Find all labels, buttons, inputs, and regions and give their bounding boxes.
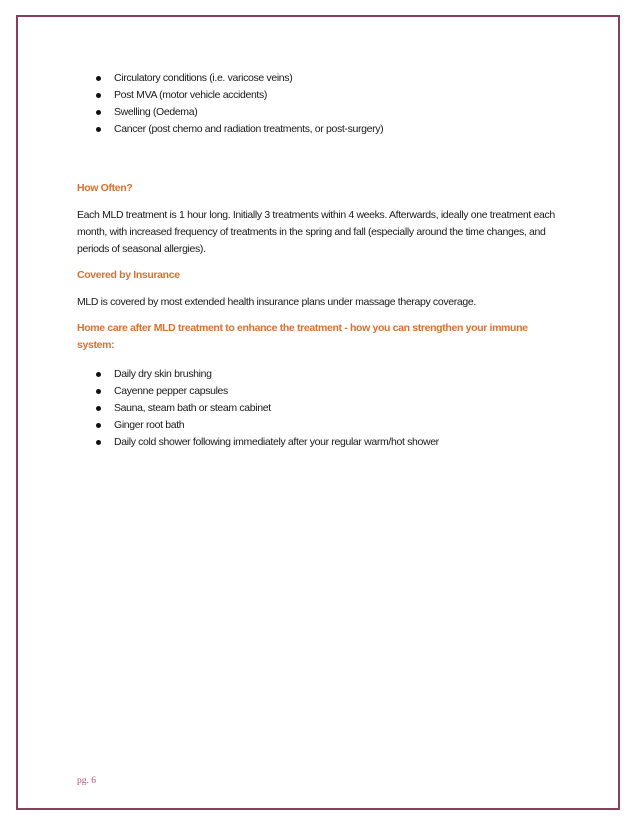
document-content — [77, 70, 567, 451]
list-item: Daily dry skin brushing — [96, 366, 567, 383]
list-item: Swelling (Oedema) — [96, 104, 567, 121]
how-often-heading: How Often? — [77, 182, 133, 194]
home-care-list — [77, 366, 567, 451]
bullet-icon — [96, 423, 101, 428]
bullet-icon — [96, 76, 101, 81]
list-item: Circulatory conditions (i.e. varicose veins) — [96, 70, 567, 87]
list-item: Cayenne pepper capsules — [96, 383, 567, 400]
list-item: Ginger root bath — [96, 417, 567, 434]
bullet-icon — [96, 389, 101, 394]
bullet-icon — [96, 110, 101, 115]
insurance-heading: Covered by Insurance — [77, 269, 180, 281]
bullet-icon — [96, 93, 101, 98]
list-item: Sauna, steam bath or steam cabinet — [96, 400, 567, 417]
list-item: Daily cold shower following immediately after your regular warm/hot shower — [96, 434, 567, 451]
list-item: Post MVA (motor vehicle accidents) — [96, 87, 567, 104]
bullet-icon — [96, 127, 101, 132]
bullet-icon — [96, 372, 101, 377]
insurance-text: MLD is covered by most extended health insurance plans under massage therapy coverage. — [77, 296, 476, 308]
page-number: pg. 6 — [77, 776, 96, 786]
how-often-text: Each MLD treatment is 1 hour long. Initially 3 treatments within 4 weeks. Afterwards, ideally one treatment each month, with increased frequency of treatments in the spring and fall (especially around the time changes, and periods of seasonal allergies). — [77, 209, 555, 255]
conditions-list — [77, 70, 567, 138]
list-item: Cancer (post chemo and radiation treatments, or post-surgery) — [96, 121, 567, 138]
bullet-icon — [96, 406, 101, 411]
home-care-heading: Home care after MLD treatment to enhance the treatment - how you can strengthen your immune system: — [77, 322, 528, 351]
bullet-icon — [96, 440, 101, 445]
